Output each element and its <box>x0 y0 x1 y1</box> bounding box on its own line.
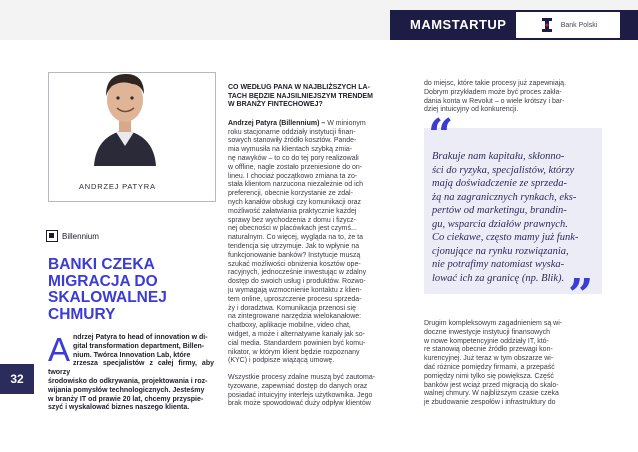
intro-line: gital transformation department, Billen- <box>73 342 205 350</box>
answer-line: tendencja się utrzymuje. Jak to wpłynie na <box>228 242 360 250</box>
question-line: TACH BĘDZIE NAJSILNIEJSZYM TRENDEM <box>228 92 373 100</box>
paragraph-line: brak może spowodować duży odpływ klientów <box>228 400 371 408</box>
right-column-bottom <box>424 320 602 416</box>
paragraph-line: walnej chmury. W najbliższym czasie czeka <box>424 390 559 398</box>
paragraph-line: je zbudowanie zespołów i infrastruktury do <box>424 399 556 407</box>
quote-line: Brakuje nam kapitału, skłonno- <box>432 151 565 162</box>
bank-name: Bank Polski <box>560 21 598 29</box>
paragraph-line: Drugim kompleksowym zagadnieniem są wi- <box>424 320 563 327</box>
answer-line: stała klientom narzucona niezależnie od ich <box>228 181 364 189</box>
quote-line: lować ich za granicę (np. Blik). <box>432 272 565 284</box>
quote-line: pertów od marketingu, brandin- <box>432 205 567 216</box>
billennium-logo-icon <box>46 230 58 242</box>
answer-line: chatboxy, aplikacje mobilne, video chat, <box>228 322 351 330</box>
answer-line: preferencji, obecnie korzystanie ze zdal- <box>228 190 353 198</box>
speaker-name: Andrzej Patyra (Billennium) – <box>228 119 326 127</box>
answer-line: racyjnych, jednocześnie inwestując w zdalny <box>228 269 367 277</box>
paragraph-line: do miejsc, które takie procesy już zapewniają. <box>424 80 567 87</box>
answer-line: nę nawyków – to co do tej pory realizowali <box>228 154 359 162</box>
answer-line: nych kanałów obsługi czy komunikacji oraz <box>228 198 362 206</box>
answer-line: na zintegrowane narzędzia wielokanałowe: <box>228 313 362 321</box>
answer-line: ży i doradztwa. Komunikacja przenosi się <box>228 304 357 312</box>
answer-first-line <box>228 120 410 129</box>
answer-line: ju wymagają wzmocnienie kontaktu z klien- <box>228 286 362 294</box>
answer-line: nikator, w którym klient będzie rozpoznany <box>228 348 360 356</box>
intro-line: szyć i wyskalować biznes naszego klienta. <box>48 404 190 412</box>
answer-line: w offline, nagle zostało przeniesione do on- <box>228 163 363 171</box>
quote-line: nie potrafimy natomiast wyska- <box>432 259 565 270</box>
pko-bank-logo-icon <box>539 17 555 33</box>
answer-line: widget, a może i alternatywne kanały jak so- <box>228 330 365 338</box>
answer-line: tem online, uproszczenie procesu sprzeda- <box>228 295 362 303</box>
article-headline <box>48 257 218 323</box>
intro-line: zrzesza specjalistów z całej firmy, aby tworzy <box>48 360 214 377</box>
author-intro <box>48 331 214 413</box>
open-quote-icon: “ <box>428 110 454 161</box>
answer-line: sprawy bez wychodzenia z domu i fizycz- <box>228 216 356 224</box>
author-portrait <box>90 62 160 166</box>
question-line: W BRANŻY FINTECHOWEJ? <box>228 101 323 109</box>
answer-line: sowych stanowiły źródło kosztów. Pande- <box>228 137 357 145</box>
interview-answer <box>228 120 410 366</box>
quote-line: gu, wsparcia działów prawnych. <box>432 218 568 230</box>
company-name: Billennium <box>62 231 99 241</box>
bank-logo-box[interactable] <box>516 12 620 38</box>
drop-cap: A <box>48 331 71 368</box>
paragraph-line: Wszystkie procesy zdalne muszą być zautoma- <box>228 374 376 382</box>
pull-quote <box>432 150 596 285</box>
magazine-brand[interactable]: MAMSTARTUP <box>410 17 507 32</box>
interview-column <box>228 84 410 417</box>
interview-question <box>228 84 410 110</box>
intro-line: ndrzej Patyra to head of innovation w di- <box>73 334 208 341</box>
closing-paragraph <box>424 320 602 408</box>
headline-line: MIGRACJA DO <box>48 272 158 290</box>
quote-line: ści do ryzyka, specjalistów, którzy <box>432 164 575 176</box>
page-number: 32 <box>0 364 34 394</box>
intro-line: wijania pomysłów technologicznych. Jesteśmy <box>48 386 205 394</box>
answer-line: nej obecności w placówkach jest czymś... <box>228 225 357 233</box>
answer-line: dostęp do swoich usług i produktów. Rozwo- <box>228 278 366 286</box>
paragraph-line: dać różnice pomiędzy firmami, a przepaść <box>424 363 555 371</box>
paragraph-line: posiadać intuicyjny interfejs użytkownika. Jego <box>228 391 373 399</box>
answer-line: roku stacjonarne oddziały instytucji finan- <box>228 128 356 136</box>
paragraph-line: doczne inwestycje instytucji finansowych <box>424 328 551 336</box>
headline-line: CHMURY <box>48 305 116 323</box>
headline-line: SKALOWALNEJ <box>48 289 167 306</box>
answer-line: mia wymusiła na klientach szybką zmia- <box>228 146 353 154</box>
paragraph-line: Dobrym przykładem może być proces zakła- <box>424 88 562 96</box>
intro-line: w branży IT od prawie 20 lat, chcemy przyspie- <box>48 395 204 403</box>
close-quote-icon: ” <box>568 270 594 321</box>
answer-line: cial media. Standardem powinien być komu- <box>228 339 366 347</box>
quote-line: mają doświadczenie ze sprzeda- <box>432 178 568 189</box>
quote-line: żą na zagranicznych rynkach, eks- <box>432 191 577 203</box>
intro-line: nium. Twórca Innovation Lab, które <box>73 351 191 359</box>
answer-line: możliwość załatwiania praktycznie każdej <box>228 207 357 215</box>
paragraph-line: tyzowane, zapewniać dostęp do danych oraz <box>228 382 368 390</box>
paragraph-line: pomiędzy nimi tylko się powiększa. Część <box>424 372 554 380</box>
company-logo[interactable] <box>46 227 112 245</box>
paragraph-line: dania konta w Revolut – o wiele krótszy i bar- <box>424 97 565 105</box>
paragraph-line: w nowe kompetencyjnie oddziały IT, któ- <box>424 337 549 345</box>
quote-line: Co ciekawe, często mamy już funk- <box>432 232 579 243</box>
author-name: ANDRZEJ PATYRA <box>79 182 156 191</box>
quote-line: cjonujące na rynku rozwiązania, <box>432 245 569 257</box>
answer-line: (KYC) i podpisze wiążącą umowę. <box>228 357 335 365</box>
paragraph-line: kurencyjnej. Już teraz w tym obszarze wi- <box>424 355 554 363</box>
answer-line: lineu. I chociaż początkowo zmiana ta zo- <box>228 172 358 180</box>
answer-line: funkcjonowanie banków? Instytucje muszą <box>228 251 361 259</box>
interview-paragraph-2 <box>228 374 410 409</box>
paragraph-line: banków jest wciąż przed migracją do skalo- <box>424 381 559 389</box>
paragraph-line: re stanowią obecnie źródło przewagi kon- <box>424 346 553 354</box>
answer-line: szukać możliwości obniżenia kosztów ope- <box>228 260 361 268</box>
answer-line: W minionym <box>325 119 366 127</box>
question-line: CO WEDŁUG PANA W NAJBLIŻSZYCH LA- <box>228 84 370 91</box>
answer-line: naturalnym. Co więcej, wygląda na to, że ta <box>228 234 364 242</box>
headline-line: BANKI CZEKA <box>48 256 155 273</box>
intro-line: środowisko do odkrywania, projektowania i roz- <box>48 377 208 385</box>
paragraph-line: dziej intuicyjny od konkurencji. <box>424 106 519 114</box>
